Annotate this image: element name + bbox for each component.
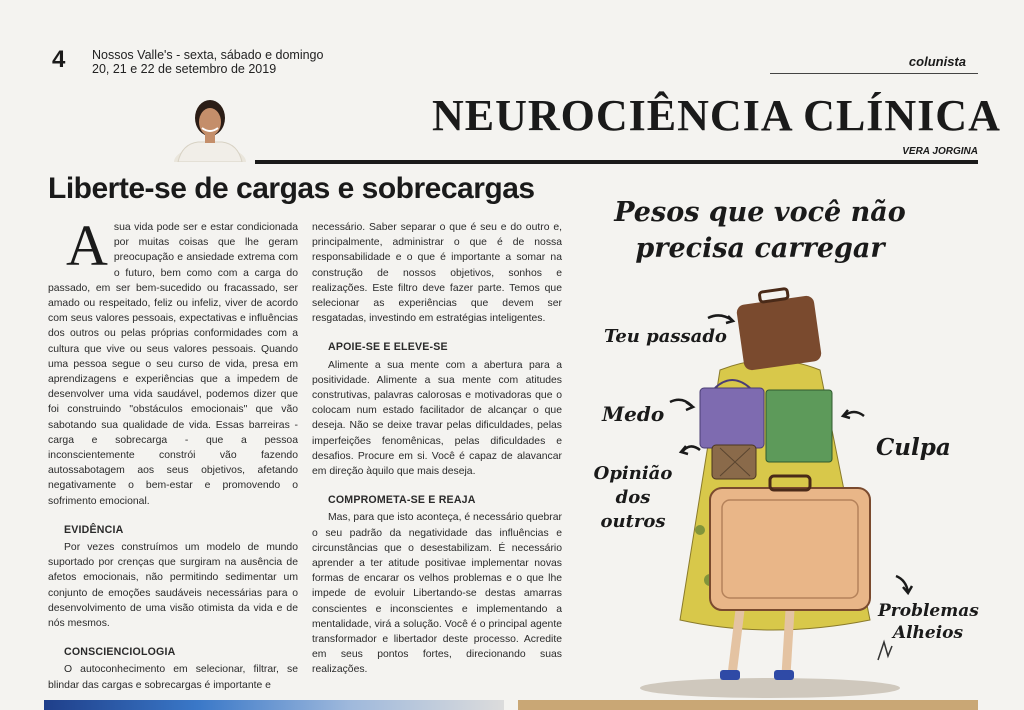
page-number: 4 <box>52 46 66 73</box>
suitcase-passado <box>736 288 822 371</box>
header-rule <box>255 160 978 164</box>
publication-date: 20, 21 e 22 de setembro de 2019 <box>92 62 277 76</box>
section-title: NEUROCIÊNCIA CLÍNICA <box>432 91 1001 140</box>
intro-paragraph <box>48 213 298 509</box>
right-leg <box>786 610 790 675</box>
bottom-image-left <box>44 700 504 710</box>
illustration-title-line-1: Pesos que você não <box>614 197 906 228</box>
artist-signature <box>878 642 892 660</box>
bag-opiniao <box>712 445 756 479</box>
article-column-1 <box>48 213 298 693</box>
label-opiniao-line-1: Opinião dos <box>593 463 673 508</box>
label-problemas-line-1: Problemas <box>878 601 979 621</box>
label-problemas-line-2: Alheios <box>892 623 964 643</box>
section-text-evidencia: Por vezes construímos um modelo de mundo suportado por crenças que surgiram na ausência de afetos emocionais, não permitindo sedimentar um conjunto de emoções saudáveis necessárias para o desenvolvimento de uma visão otimista da vida e de nós mesmos. <box>48 542 298 630</box>
bag-medo <box>700 380 764 448</box>
ground-shadow <box>640 678 900 698</box>
article-column-2 <box>312 220 562 678</box>
label-opiniao-line-2: outros <box>600 511 666 532</box>
section-text-comprometa: Mas, para que isto aconteça, é necessário quebrar o seu padrão da negatividade das influências e circunstâncias que o desestabilizam. É necessário aprender a ter atitude positivae implementar novas formas de encarar os velhos problemas e o que lhe impede de evoluir Libertando-se destas amarras conscientes e inconscientes e implementando a mentalidade, virá a solução. Você é o principal agente transformador e libertador deste processo. Acredite em seus pontos fortes, direcionando suas realizações. <box>312 512 562 676</box>
intro-text: sua vida pode ser e estar condicionada por muitas coisas que lhe geram preocupação e ansiedade extrema com o futuro, bem como com a carga do passado, em ser bem-sucedido ou fracassado, ser amado ou respeitado, feliz ou infeliz, viver de acordo com seus valores pessoais, expectativas e influências dos outros ou pelas próprias conformidades com a cultura que vive ou seus valores pessoais. Quando uma pessoa segue o seu curso de vida, presa em aprendizagens e experiências que a impedem de desenvolver uma vida saudável, podemos dizer que foi construindo "obstáculos emocionais" que vão sabotando sua qualidade de vida. Essas barreiras - carga e sobrecarga - que a pessoa inconscientemente constrói vão fazendo autossabotagem aos seus objetivos, afetando negativamente o bem-estar e promovendo o sofrimento emocional. <box>48 222 298 507</box>
section-text-apoie: Alimente a sua mente com a abertura para a positividade. Alimente a sua mente com atitudes construtivas, palavras calorosas e motivadoras que o colocam num estado facilitador de alcançar o que deseja. Não se deixe travar pelas dificuldades, pelas imperfeições fenomênicas, pelas dificuldades e desafios. Procure em si. Você é capaz de alavancar em direção àquilo que mais deseja. <box>312 359 562 478</box>
label-problemas <box>878 600 978 644</box>
author-name: VERA JORGINA <box>902 146 978 157</box>
publication-name: Nossos Valle's - sexta, sábado e domingo <box>92 48 324 62</box>
section-text-consciencologia: O autoconhecimento em selecionar, filtrar, se blindar das cargas e sobrecargas é importante e <box>48 664 298 691</box>
left-shoe <box>720 670 740 680</box>
article-headline: Liberte-se de cargas e sobrecargas <box>48 172 535 205</box>
suitcase-problemas <box>710 476 870 610</box>
author-photo <box>168 90 252 162</box>
colunista-divider <box>770 73 978 74</box>
section-heading-comprometa: COMPROMETA-SE E REAJA <box>328 494 476 507</box>
bag-culpa <box>766 390 832 462</box>
right-shoe <box>774 670 794 680</box>
label-opiniao <box>578 462 688 534</box>
col2-intro: necessário. Saber separar o que é seu e do outro e, principalmente, administrar o que é de nossa responsabilidade e o que é importante a somar na construção de nossos objetivos, sonhos e realizações. Este filtro deve fazer parte. Temos que selecionar as experiências que devem ser resgatadas, investindo em estratégias inteligentes. <box>312 222 562 325</box>
bottom-image-right <box>518 700 978 710</box>
illustration-title <box>600 195 920 267</box>
label-medo: Medo <box>602 402 665 426</box>
illustration-title-line-2: precisa carregar <box>635 233 885 264</box>
label-passado: Teu passado <box>604 326 727 347</box>
label-culpa: Culpa <box>876 434 951 461</box>
section-heading-apoie: APOIE-SE E ELEVE-SE <box>328 341 448 354</box>
publication-info <box>92 48 323 76</box>
section-heading-evidencia: EVIDÊNCIA <box>64 523 124 536</box>
colunista-label: colunista <box>908 54 966 69</box>
drop-cap: A <box>66 213 108 278</box>
section-heading-consciencologia: CONSCIENCIOLOGIA <box>64 646 176 659</box>
